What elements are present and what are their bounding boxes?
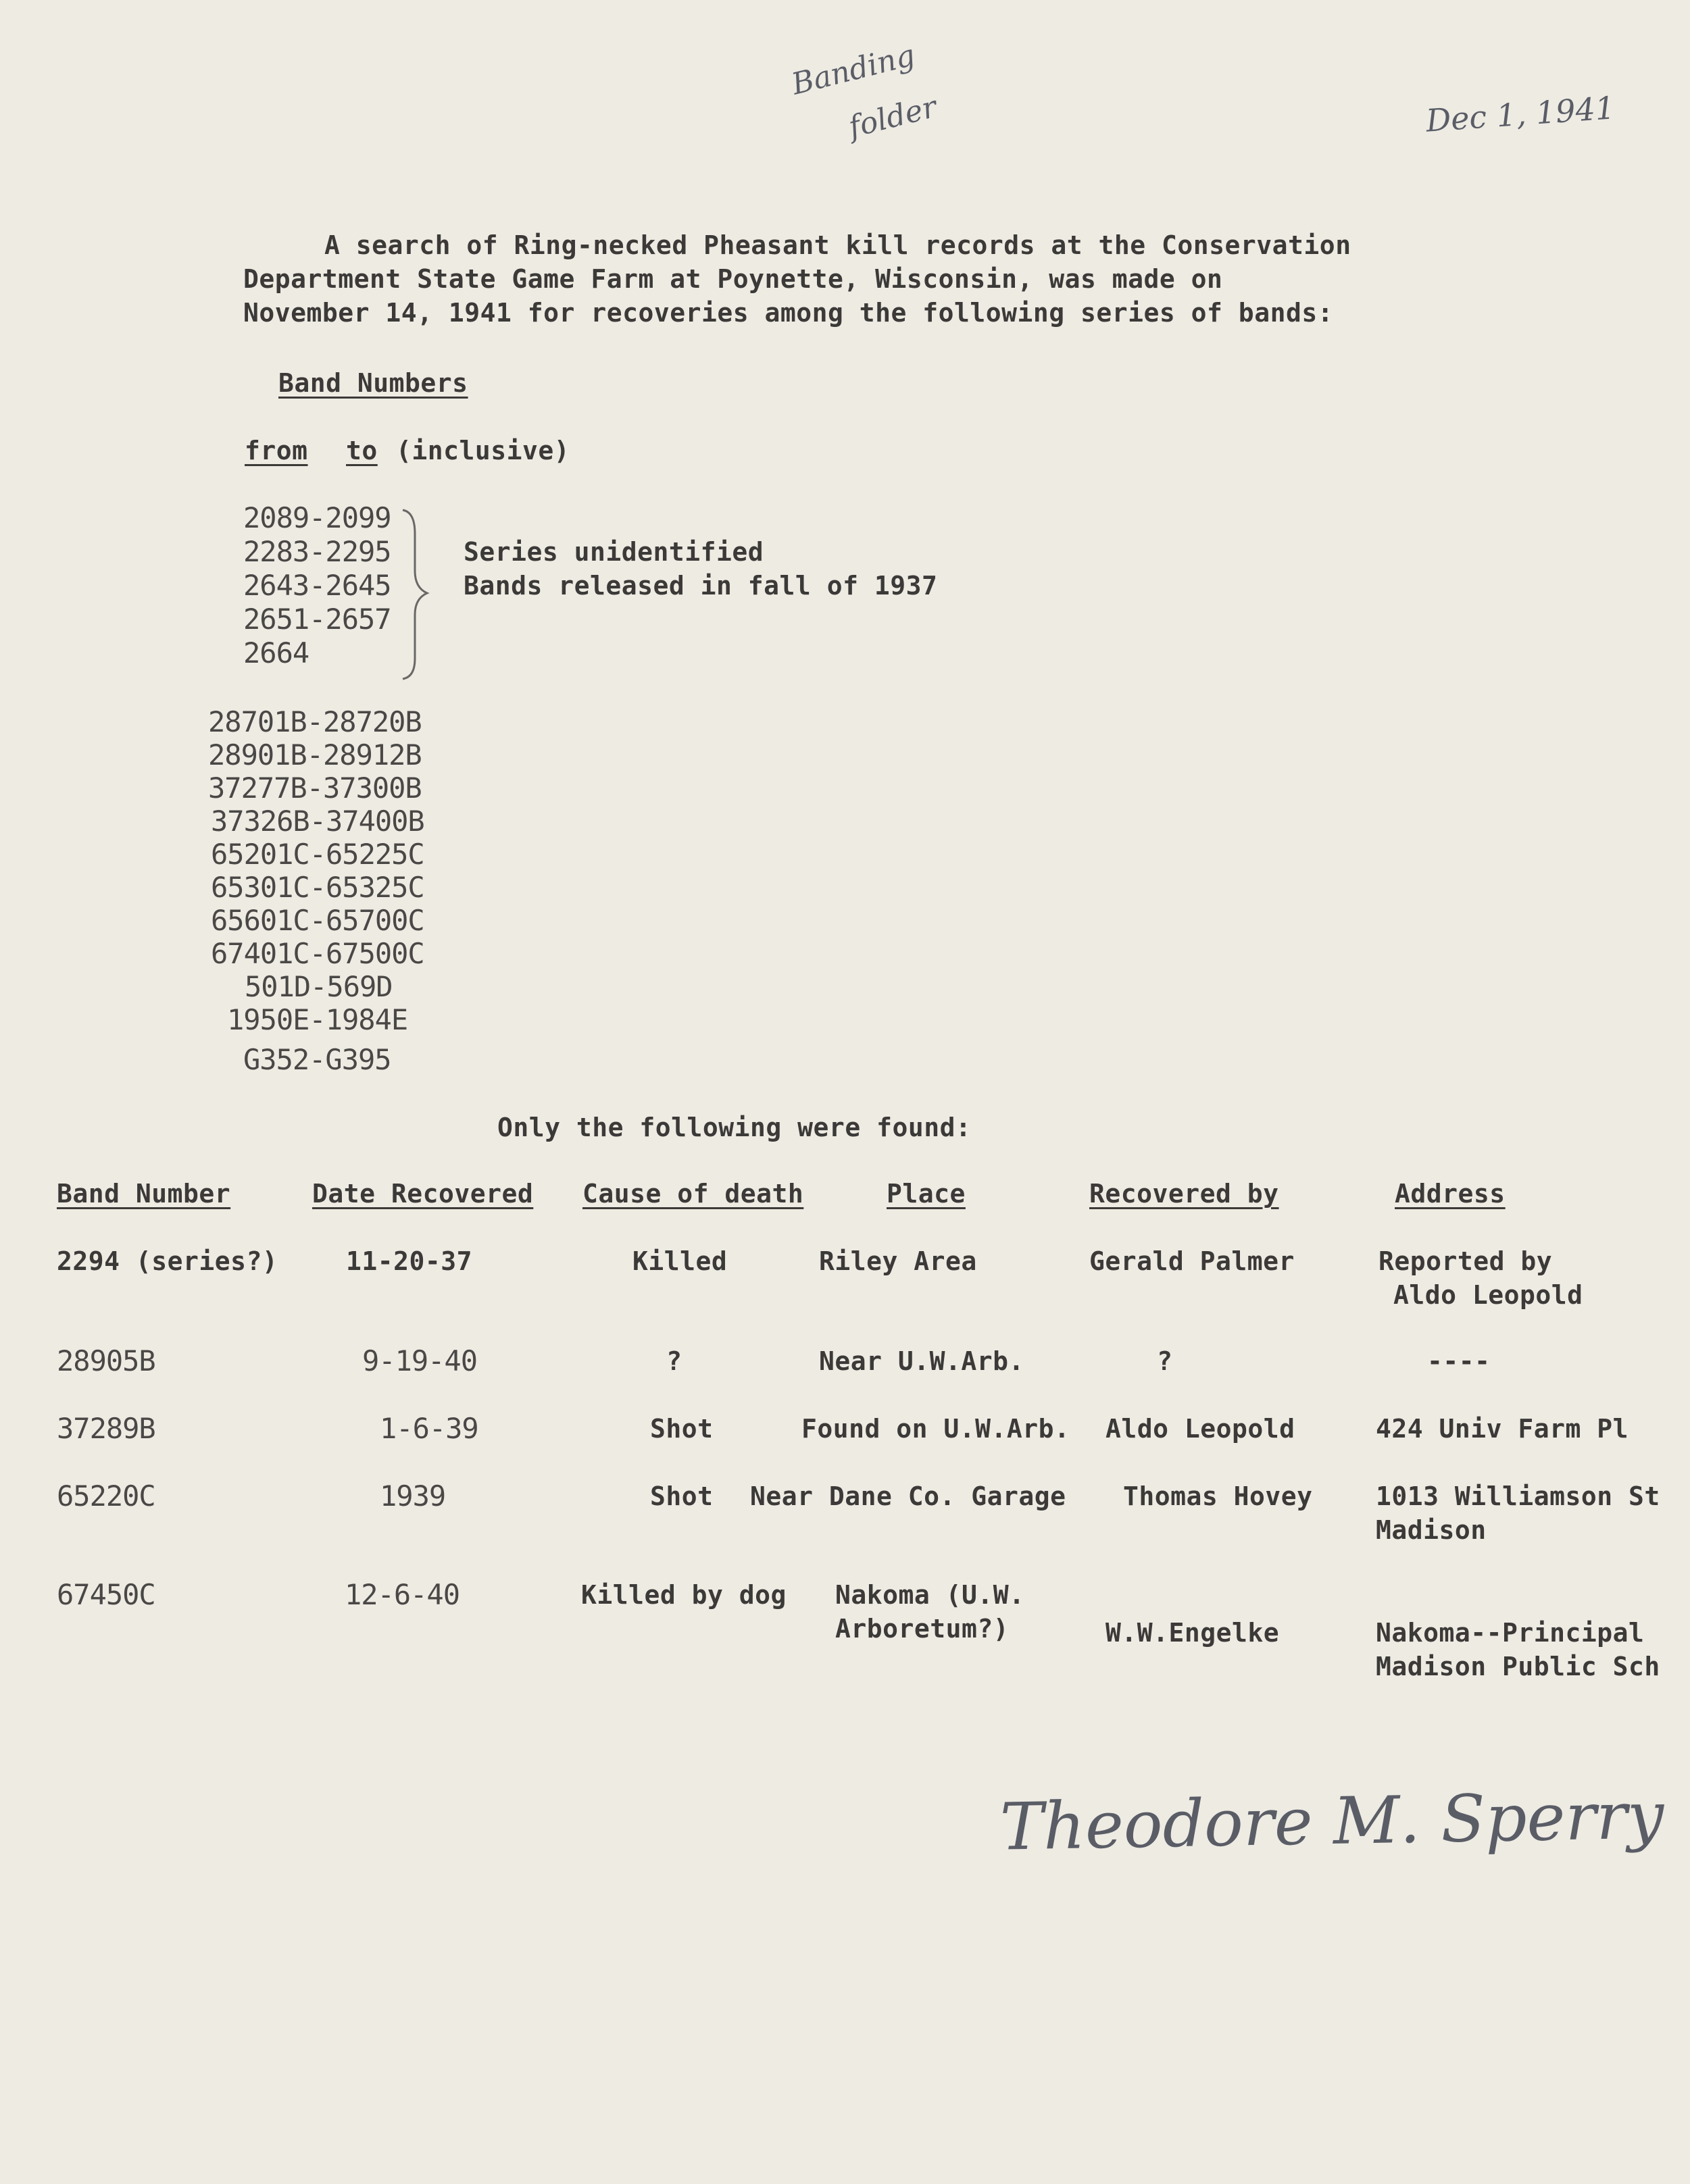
handwritten-signature: Theodore M. Sperry bbox=[999, 1777, 1665, 1865]
cell-cause: Shot bbox=[650, 1414, 714, 1444]
band-series-item: 28901B-28912B bbox=[208, 738, 422, 771]
band-series-item: 37277B-37300B bbox=[208, 771, 422, 805]
cell-date: 1-6-39 bbox=[380, 1412, 478, 1445]
band-series-item: 1950E-1984E bbox=[227, 1003, 408, 1036]
intro-line: November 14, 1941 for recoveries among the following series of bands: bbox=[243, 298, 1334, 328]
cell-band: 37289B bbox=[57, 1412, 155, 1445]
column-header-recovered-by: Recovered by bbox=[1089, 1179, 1279, 1209]
group-note-line2: Bands released in fall of 1937 bbox=[464, 571, 938, 601]
cell-cause: Killed bbox=[632, 1246, 728, 1276]
cell-recovered-by: Gerald Palmer bbox=[1089, 1246, 1295, 1276]
unidentified-range: 2651-2657 bbox=[243, 603, 391, 636]
cell-place: Found on U.W.Arb. bbox=[801, 1414, 1070, 1444]
cell-address: 1013 Williamson St bbox=[1376, 1481, 1660, 1511]
intro-line: A search of Ring-necked Pheasant kill records at the Conservation bbox=[324, 230, 1351, 260]
column-header-cause-of-death: Cause of death bbox=[582, 1179, 804, 1209]
band-series-item: 67401C-67500C bbox=[211, 937, 424, 970]
from-label: from bbox=[245, 436, 308, 465]
column-header-place: Place bbox=[887, 1179, 966, 1209]
inclusive-label: (inclusive) bbox=[396, 436, 570, 465]
cell-address: 424 Univ Farm Pl bbox=[1376, 1414, 1629, 1444]
cell-band: 67450C bbox=[57, 1578, 155, 1611]
cell-recovered-by: W.W.Engelke bbox=[1105, 1618, 1280, 1648]
cell-place: Near U.W.Arb. bbox=[819, 1346, 1024, 1376]
cell-date: 1939 bbox=[380, 1479, 446, 1513]
cell-date: 9-19-40 bbox=[362, 1344, 478, 1377]
cell-address: ---- bbox=[1427, 1346, 1491, 1376]
band-series-item: 28701B-28720B bbox=[208, 705, 422, 738]
band-series-item: 65201C-65225C bbox=[211, 838, 424, 871]
band-series-item: 65301C-65325C bbox=[211, 871, 424, 904]
cell-cause: ? bbox=[666, 1346, 682, 1376]
cell-cause: Shot bbox=[650, 1481, 714, 1511]
cell-place: Riley Area bbox=[819, 1246, 977, 1276]
to-label: to bbox=[346, 436, 378, 465]
cell-address: Nakoma--Principal bbox=[1376, 1618, 1645, 1648]
cell-band: 2294 (series?) bbox=[57, 1246, 278, 1276]
cell-recovered-by: ? bbox=[1157, 1346, 1173, 1376]
handwritten-date-note: Dec 1, 1941 bbox=[1424, 89, 1616, 139]
curly-brace bbox=[399, 507, 432, 682]
cell-recovered-by: Aldo Leopold bbox=[1105, 1414, 1295, 1444]
cell-cause: Killed by dog bbox=[581, 1580, 787, 1610]
band-numbers-heading: Band Numbers bbox=[278, 368, 468, 398]
unidentified-range: 2664 bbox=[243, 636, 309, 669]
cell-place: Near Dane Co. Garage bbox=[750, 1481, 1066, 1511]
column-header-address: Address bbox=[1395, 1179, 1506, 1209]
cell-date: 11-20-37 bbox=[346, 1246, 473, 1276]
cell-address: Madison Public Sch bbox=[1376, 1652, 1660, 1681]
group-note-line1: Series unidentified bbox=[464, 537, 764, 567]
unidentified-range: 2643-2645 bbox=[243, 569, 391, 602]
unidentified-range: 2283-2295 bbox=[243, 535, 391, 568]
cell-date: 12-6-40 bbox=[345, 1578, 460, 1611]
cell-address: Madison bbox=[1376, 1515, 1487, 1545]
cell-place: Arboretum?) bbox=[835, 1614, 1010, 1644]
cell-recovered-by: Thomas Hovey bbox=[1123, 1481, 1313, 1511]
band-series-item: 65601C-65700C bbox=[211, 904, 424, 937]
cell-band: 28905B bbox=[57, 1344, 155, 1377]
unidentified-range: 2089-2099 bbox=[243, 501, 391, 534]
cell-band: 65220C bbox=[57, 1479, 155, 1513]
column-header-date-recovered: Date Recovered bbox=[312, 1179, 534, 1209]
column-header-band-number: Band Number bbox=[57, 1179, 231, 1209]
band-series-item: 501D-569D bbox=[245, 970, 393, 1003]
intro-paragraph bbox=[243, 228, 1460, 330]
cell-address: Reported by bbox=[1378, 1246, 1553, 1276]
band-series-item: 37326B-37400B bbox=[211, 805, 424, 838]
found-intro: Only the following were found: bbox=[497, 1113, 972, 1142]
cell-address: Aldo Leopold bbox=[1393, 1280, 1583, 1310]
handwritten-note-top-line1: Banding bbox=[788, 38, 919, 102]
cell-place: Nakoma (U.W. bbox=[835, 1580, 1025, 1610]
intro-line: Department State Game Farm at Poynette, Wisconsin, was made on bbox=[243, 264, 1223, 294]
handwritten-note-top-line2: folder bbox=[845, 89, 941, 145]
band-series-item: G352-G395 bbox=[243, 1043, 391, 1076]
